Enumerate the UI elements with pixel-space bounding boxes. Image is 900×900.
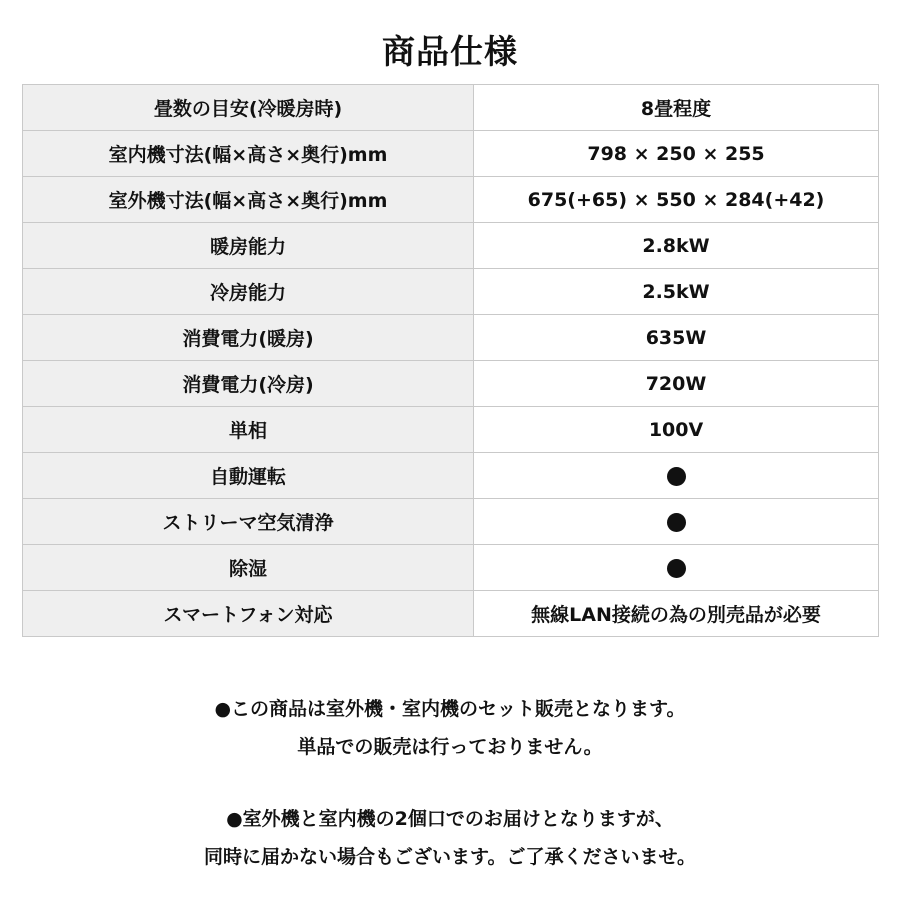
table-row	[23, 315, 879, 361]
spec-value	[474, 499, 879, 545]
spec-label: 畳数の目安(冷暖房時)	[23, 85, 474, 131]
page-title: 商品仕様	[382, 32, 518, 71]
table-row	[23, 177, 879, 223]
spec-label: 室外機寸法(幅×高さ×奥行)mm	[23, 177, 474, 223]
note-line: 単品での販売は行っておりません。	[297, 736, 603, 758]
table-row	[23, 223, 879, 269]
spec-value: 2.8kW	[474, 223, 879, 269]
spec-value: 635W	[474, 315, 879, 361]
spec-value: 無線LAN接続の為の別売品が必要	[474, 591, 879, 637]
table-row	[23, 85, 879, 131]
spec-value: 798 × 250 × 255	[474, 131, 879, 177]
note-spacer	[0, 766, 900, 800]
spec-value: 8畳程度	[474, 85, 879, 131]
spec-value: 100V	[474, 407, 879, 453]
spec-label: 冷房能力	[23, 269, 474, 315]
table-row	[23, 591, 879, 637]
spec-label: 除湿	[23, 545, 474, 591]
bullet-dot-icon	[667, 559, 686, 578]
spec-label: 消費電力(冷房)	[23, 361, 474, 407]
table-row	[23, 131, 879, 177]
spec-label: 室内機寸法(幅×高さ×奥行)mm	[23, 131, 474, 177]
note-line: ●この商品は室外機・室内機のセット販売となります。	[214, 698, 686, 720]
note-line: ●室外機と室内機の2個口でのお届けとなりますが、	[226, 808, 674, 830]
spec-table	[22, 84, 879, 637]
table-row	[23, 545, 879, 591]
spec-value: 675(+65) × 550 × 284(+42)	[474, 177, 879, 223]
spec-label: 自動運転	[23, 453, 474, 499]
spec-value: 720W	[474, 361, 879, 407]
spec-label: 消費電力(暖房)	[23, 315, 474, 361]
spec-label: 暖房能力	[23, 223, 474, 269]
bullet-dot-icon	[667, 467, 686, 486]
spec-value	[474, 545, 879, 591]
spec-label: ストリーマ空気清浄	[23, 499, 474, 545]
table-row	[23, 407, 879, 453]
note-line: 同時に届かない場合もございます。ご了承くださいませ。	[204, 846, 696, 868]
table-row	[23, 453, 879, 499]
spec-value: 2.5kW	[474, 269, 879, 315]
notes-section	[0, 690, 900, 876]
spec-label: スマートフォン対応	[23, 591, 474, 637]
spec-value	[474, 453, 879, 499]
table-row	[23, 499, 879, 545]
table-row	[23, 361, 879, 407]
bullet-dot-icon	[667, 513, 686, 532]
spec-label: 単相	[23, 407, 474, 453]
table-row	[23, 269, 879, 315]
